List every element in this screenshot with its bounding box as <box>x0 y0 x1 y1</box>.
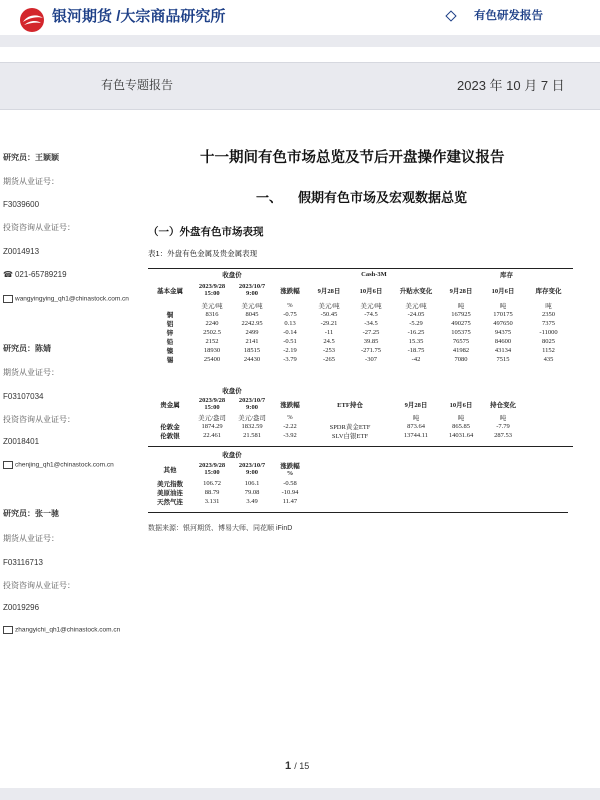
cell: 7515 <box>496 356 510 363</box>
cell: 865.85 <box>452 423 470 430</box>
cell: 76575 <box>452 338 470 345</box>
unit-cell: 美元/吨 <box>201 303 223 310</box>
unit-row <box>148 301 573 310</box>
column-header: 2023/10/7 9:00 <box>238 397 266 411</box>
cell: 2152 <box>205 338 219 345</box>
cell: 167925 <box>451 311 471 318</box>
cell: -307 <box>365 356 377 363</box>
cell: -11 <box>324 329 334 336</box>
cell: -5.29 <box>409 320 423 327</box>
cell: 24430 <box>243 356 261 363</box>
column-header <box>272 459 308 479</box>
cell: -0.51 <box>283 338 297 345</box>
cell: 22.461 <box>203 432 221 439</box>
other-assets-table <box>148 450 308 506</box>
analyst-role: 研究员：王颖颖 <box>3 153 59 162</box>
table-header-row <box>148 386 573 395</box>
table-header-row <box>148 270 573 279</box>
cell: -3.79 <box>283 356 297 363</box>
section-heading <box>256 187 467 206</box>
table-row <box>148 497 308 506</box>
column-header: 2023/10/7 9:00 <box>238 283 266 297</box>
column-header: Cash-3M <box>361 271 387 278</box>
cell: -42 <box>411 356 421 363</box>
unit-cell: 吨 <box>457 303 465 310</box>
unit-cell: 吨 <box>412 415 420 422</box>
cell: -253 <box>323 347 335 354</box>
report-series: 有色研发报告 <box>474 10 543 22</box>
column-header: 10月6日 <box>491 287 515 295</box>
current-page: 1 <box>285 760 292 772</box>
cell: 287.53 <box>494 432 512 439</box>
unit-cell: 吨 <box>457 415 465 422</box>
unit-row <box>148 413 573 422</box>
unit-cell: 美元/吨 <box>241 303 263 310</box>
phone-number: 021-65789219 <box>14 270 67 279</box>
qualification-label: 期货从业证号： <box>3 534 59 543</box>
mail-icon <box>3 626 13 634</box>
report-type: 有色专题报告 <box>101 78 174 92</box>
row-label: 锌 <box>166 330 174 337</box>
column-header: 基本金属 <box>157 287 183 295</box>
email-line <box>3 295 129 303</box>
footer-band <box>0 788 600 800</box>
cell: 94375 <box>494 329 512 336</box>
cell: -27.25 <box>362 329 380 336</box>
analyst-role: 研究员：陈婧 <box>3 344 51 353</box>
row-label: 镍 <box>166 348 174 355</box>
qualification-number: F03116713 <box>3 558 43 567</box>
cell: -0.14 <box>283 329 297 336</box>
column-header: 收盘价 <box>222 452 242 459</box>
cell: -271.75 <box>360 347 382 354</box>
cell: -11000 <box>539 329 558 336</box>
cell: 3.49 <box>246 498 258 505</box>
cell: -16.25 <box>407 329 425 336</box>
cell: 490275 <box>451 320 471 327</box>
chg-header: 涨跌幅 <box>280 463 300 470</box>
row-label: 伦敦金 <box>160 424 180 431</box>
brand-name <box>52 5 225 26</box>
advisory-number: Z0014913 <box>3 247 40 256</box>
email-link[interactable]: chenjing_qh1@chinastock.com.cn <box>15 461 114 469</box>
cell: 1832.59 <box>241 423 263 430</box>
row-label: 铝 <box>166 321 174 328</box>
unit-cell: 吨 <box>499 415 507 422</box>
column-header: 2023/10/7 9:00 <box>238 462 266 476</box>
unit-cell: 美元/吨 <box>405 303 427 310</box>
mail-icon <box>3 461 13 469</box>
column-header: 其他 <box>163 466 177 474</box>
qualification-number: F03107034 <box>3 392 44 401</box>
cell: 0.13 <box>284 320 296 327</box>
email-link[interactable]: wangyingying_qh1@chinastock.com.cn <box>15 295 129 303</box>
cell: SPDR黄金ETF <box>329 424 371 431</box>
column-header: 2023/9/28 15:00 <box>198 462 226 476</box>
cell: -265 <box>323 356 335 363</box>
institute-name: /大宗商品研究所 <box>116 8 226 25</box>
table-header-row <box>148 459 308 479</box>
cell: -24.05 <box>407 311 425 318</box>
column-header: 10月6日 <box>449 401 473 409</box>
column-header: 涨跌幅 <box>280 401 300 409</box>
cell: 8045 <box>245 311 259 318</box>
cell: 13744.11 <box>403 432 429 439</box>
unit-cell: % <box>287 414 293 421</box>
cell: 1874.29 <box>201 423 223 430</box>
cell: 25400 <box>203 356 221 363</box>
cell: 497650 <box>493 320 513 327</box>
unit-cell: 美元/盎司 <box>238 415 266 422</box>
logo-text: 银河期货 <box>52 8 113 25</box>
cell: -74.5 <box>364 311 378 318</box>
column-header: 10月6日 <box>359 287 383 295</box>
column-header: 9月28日 <box>317 287 341 295</box>
cell: 88.79 <box>204 489 220 496</box>
cell: SLV白银ETF <box>331 433 369 440</box>
table-top-rule <box>148 268 573 269</box>
mail-icon <box>3 295 13 303</box>
advisory-label: 投资咨询从业证号： <box>3 223 75 232</box>
cell: 7080 <box>454 356 468 363</box>
qualification-number: F3039600 <box>3 200 40 209</box>
cell: 435 <box>543 356 554 363</box>
email-line <box>3 626 120 634</box>
cell: 21.581 <box>243 432 261 439</box>
table-header-row <box>148 395 573 413</box>
unit-cell: 美元/吨 <box>318 303 340 310</box>
diamond-icon <box>445 10 456 21</box>
cell: -18.75 <box>407 347 425 354</box>
column-header: 涨跌幅 <box>280 287 300 295</box>
row-label: 天然气连 <box>157 499 183 506</box>
advisory-label: 投资咨询从业证号： <box>3 581 75 590</box>
table-rule <box>148 446 573 447</box>
cell: -2.22 <box>283 423 297 430</box>
cell: 2141 <box>245 338 259 345</box>
cell: 2350 <box>542 311 555 318</box>
cell: 1152 <box>542 347 555 354</box>
column-header: 9月28日 <box>449 287 473 295</box>
cell: 18515 <box>243 347 261 354</box>
phone-line <box>3 270 67 279</box>
pct-header: % <box>286 470 294 477</box>
cell: -3.92 <box>283 432 297 439</box>
cell: 15.35 <box>408 338 424 345</box>
cell: 84600 <box>494 338 512 345</box>
table-row <box>148 431 573 440</box>
advisory-number: Z0019296 <box>3 603 40 612</box>
cell: 3.131 <box>204 498 220 505</box>
table-bottom-rule <box>148 512 568 513</box>
cell: 41982 <box>452 347 470 354</box>
cell: 105375 <box>451 329 471 336</box>
column-header: 收盘价 <box>222 272 242 279</box>
table-row <box>148 479 308 488</box>
total-pages: 15 <box>299 761 310 771</box>
cell: 8025 <box>542 338 555 345</box>
cell: 106.72 <box>203 480 221 487</box>
cell: 14031.64 <box>448 432 474 439</box>
cell: 79.08 <box>244 489 260 496</box>
unit-cell: 吨 <box>545 303 552 310</box>
advisory-number: Z0018401 <box>3 437 40 446</box>
column-header: 2023/9/28 15:00 <box>198 283 226 297</box>
unit-cell: % <box>287 302 293 309</box>
column-header: 2023/9/28 15:00 <box>198 397 226 411</box>
cell: 43134 <box>494 347 512 354</box>
unit-cell: 美元/盎司 <box>198 415 226 422</box>
data-source-note: 数据来源：银河期货、博易大师、同花顺 iFinD <box>148 525 293 532</box>
table-row <box>148 319 573 328</box>
cell: 170175 <box>493 311 513 318</box>
column-header: 库存 <box>500 272 513 279</box>
analyst-role: 研究员：张一驰 <box>3 509 59 518</box>
table-row <box>148 337 573 346</box>
base-metals-table <box>148 270 573 364</box>
cell: 11.47 <box>282 498 298 505</box>
header-band <box>0 35 600 47</box>
cell: -2.19 <box>283 347 297 354</box>
table-caption: 表1：外盘有色金属及贵金属表现 <box>148 249 258 258</box>
column-header: 升贴水变化 <box>399 287 433 295</box>
cell: 2502.5 <box>203 329 221 336</box>
cell: 2240 <box>205 320 219 327</box>
table-row <box>148 328 573 337</box>
qualification-label: 期货从业证号： <box>3 177 59 186</box>
cell: 873.64 <box>407 423 425 430</box>
cell: -0.75 <box>283 311 297 318</box>
cell: -7.79 <box>496 423 510 430</box>
cell: -29.21 <box>320 320 338 327</box>
report-date: 2023 年 10 月 7 日 <box>457 78 565 93</box>
cell: 7375 <box>542 320 555 327</box>
cell: 8316 <box>205 311 219 318</box>
subsection-heading: （一）外盘有色市场表现 <box>148 226 264 238</box>
cell: 18930 <box>203 347 221 354</box>
column-header: 9月28日 <box>404 401 428 409</box>
page-number: 1 / 15 <box>285 760 310 772</box>
row-label: 锡 <box>166 357 174 364</box>
advisory-label: 投资咨询从业证号： <box>3 415 75 424</box>
table-row <box>148 310 573 319</box>
cell: 39.85 <box>363 338 379 345</box>
email-link[interactable]: zhangyichi_qh1@chinastock.com.cn <box>15 626 121 634</box>
email-line <box>3 461 114 469</box>
cell: -0.58 <box>283 480 297 487</box>
table-row <box>148 488 308 497</box>
unit-cell: 吨 <box>499 303 507 310</box>
report-title: 十一期间有色市场总览及节后开盘操作建议报告 <box>200 150 505 166</box>
phone-icon: ☎ <box>3 270 13 279</box>
galaxy-logo-icon <box>18 6 46 34</box>
column-header: 库存变化 <box>535 287 562 295</box>
column-header: 持仓变化 <box>490 401 516 409</box>
cell: -34.5 <box>364 320 378 327</box>
section-number: 一、 <box>256 190 283 205</box>
table-row <box>148 422 573 431</box>
table-header-row <box>148 279 573 301</box>
row-label: 美原油连 <box>157 490 183 497</box>
precious-metals-table <box>148 386 573 440</box>
row-label: 铅 <box>166 339 174 346</box>
cell: 24.5 <box>323 338 335 345</box>
section-title: 假期有色市场及宏观数据总览 <box>298 190 468 205</box>
unit-cell: 美元/吨 <box>360 303 382 310</box>
row-label: 铜 <box>166 312 174 319</box>
cell: -50.45 <box>320 311 338 318</box>
cell: 106.1 <box>244 480 260 487</box>
cell: 2499 <box>245 329 259 336</box>
table-row <box>148 355 573 364</box>
column-header: 收盘价 <box>222 388 242 395</box>
qualification-label: 期货从业证号： <box>3 368 59 377</box>
table-header-row <box>148 450 308 459</box>
cell: 2242.95 <box>241 320 263 327</box>
column-header: 贵金属 <box>160 401 180 409</box>
row-label: 美元指数 <box>157 481 183 488</box>
cell: -10.94 <box>281 489 299 496</box>
row-label: 伦敦银 <box>160 433 180 440</box>
table-row <box>148 346 573 355</box>
column-header: ETF持仓 <box>337 401 363 409</box>
